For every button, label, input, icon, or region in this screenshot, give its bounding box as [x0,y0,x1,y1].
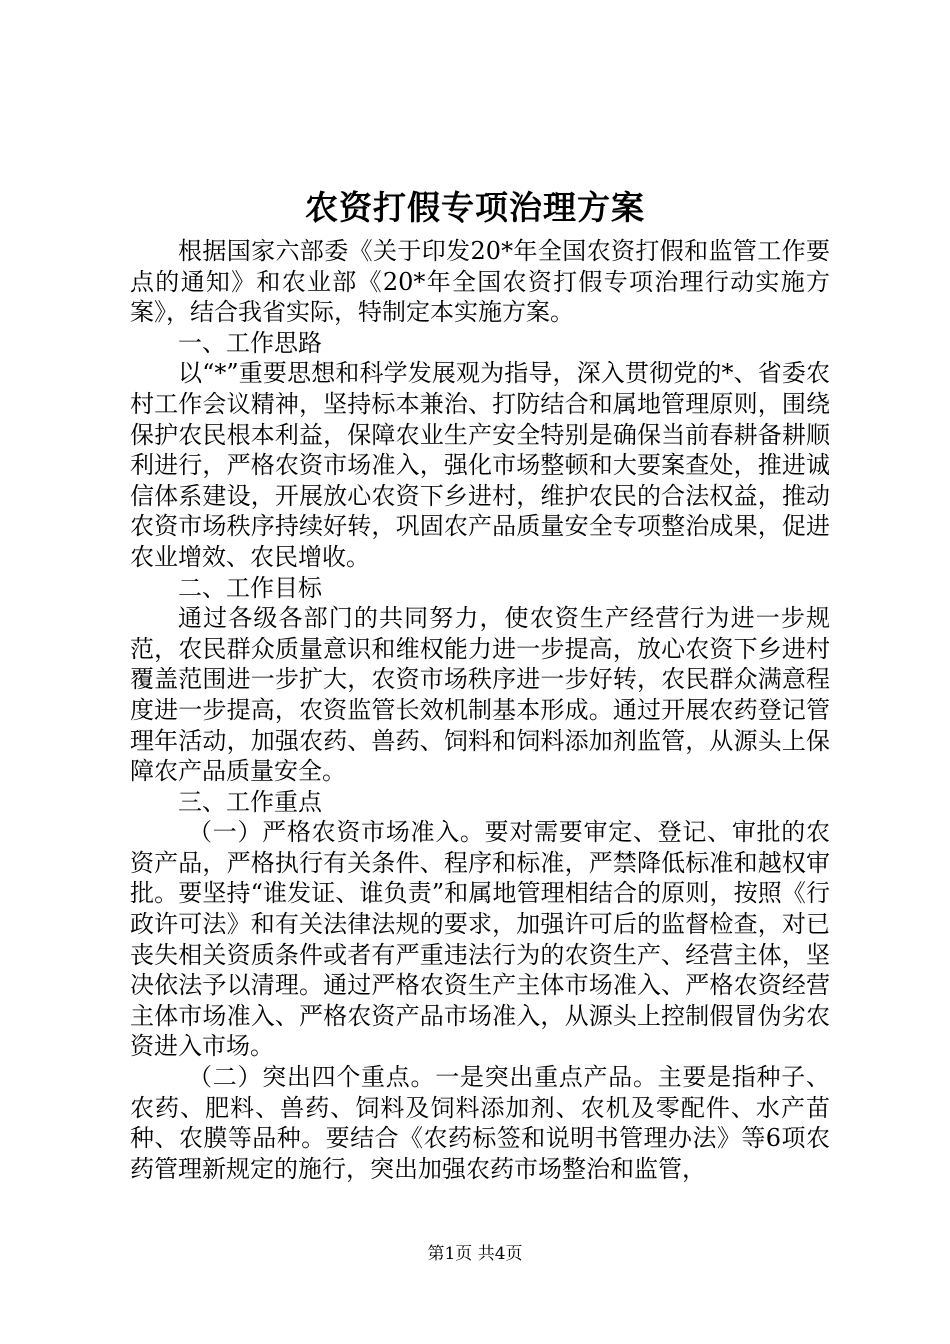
section-heading-2: 二、工作目标 [178,573,322,602]
paragraph-intro: 根据国家六部委《关于印发20*年全国农资打假和监管工作要点的通知》和农业部《20*年全国农资打假专项治理行动实施方案》，结合我省实际，特制定本实施方案。 [130,237,830,327]
paragraph-work-goals: 通过各级各部门的共同努力，使农资生产经营行为进一步规范，农民群众质量意识和维权能力进一步提高，放心农资下乡进村覆盖范围进一步扩大，农资市场秩序进一步好转，农民群众满意程度进一步提高，农资监管长效机制基本形成。通过开展农药登记管理年活动，加强农药、兽药、饲料和饲料添加剂监管，从源头上保障农产品质量安全。 [130,604,830,786]
document-title: 农资打假专项治理方案 [305,188,645,227]
paragraph-work-ideas: 以“*”重要思想和科学发展观为指导，深入贯彻党的*、省委农村工作会议精神，坚持标本兼治、打防结合和属地管理原则，围绕保护农民根本利益，保障农业生产安全特别是确保当前春耕备耕顺利进行，严格农资市场准入，强化市场整顿和大要案查处，推进诚信体系建设，开展放心农资下乡进村，维护农民的合法权益，推动农资市场秩序持续好转，巩固农产品质量安全专项整治成果，促进农业增效、农民增收。 [130,359,830,571]
section-heading-1: 一、工作思路 [178,328,322,357]
paragraph-market-access: （一）严格农资市场准入。要对需要审定、登记、审批的农资产品，严格执行有关条件、程序和标准，严禁降低标准和越权审批。要坚持“谁发证、谁负责”和属地管理相结合的原则，按照《行政许可法》和有关法律法规的要求，加强许可后的监督检查，对已丧失相关资质条件或者有严重违法行为的农资生产、经营主体，坚决依法予以清理。通过严格农资生产主体市场准入、严格农资经营主体市场准入、严格农资产品市场准入，从源头上控制假冒伪劣农资进入市场。 [130,818,830,1061]
paragraph-four-focuses: （二）突出四个重点。一是突出重点产品。主要是指种子、农药、肥料、兽药、饲料及饲料添加剂、农机及零配件、水产苗种、农膜等品种。要结合《农药标签和说明书管理办法》等6项农药管理新规定的施行，突出加强农药市场整治和监管， [130,1063,830,1183]
document-body [130,236,830,1184]
page-number-footer: 第1页 共4页 [427,1244,523,1264]
section-heading-3: 三、工作重点 [178,787,322,816]
